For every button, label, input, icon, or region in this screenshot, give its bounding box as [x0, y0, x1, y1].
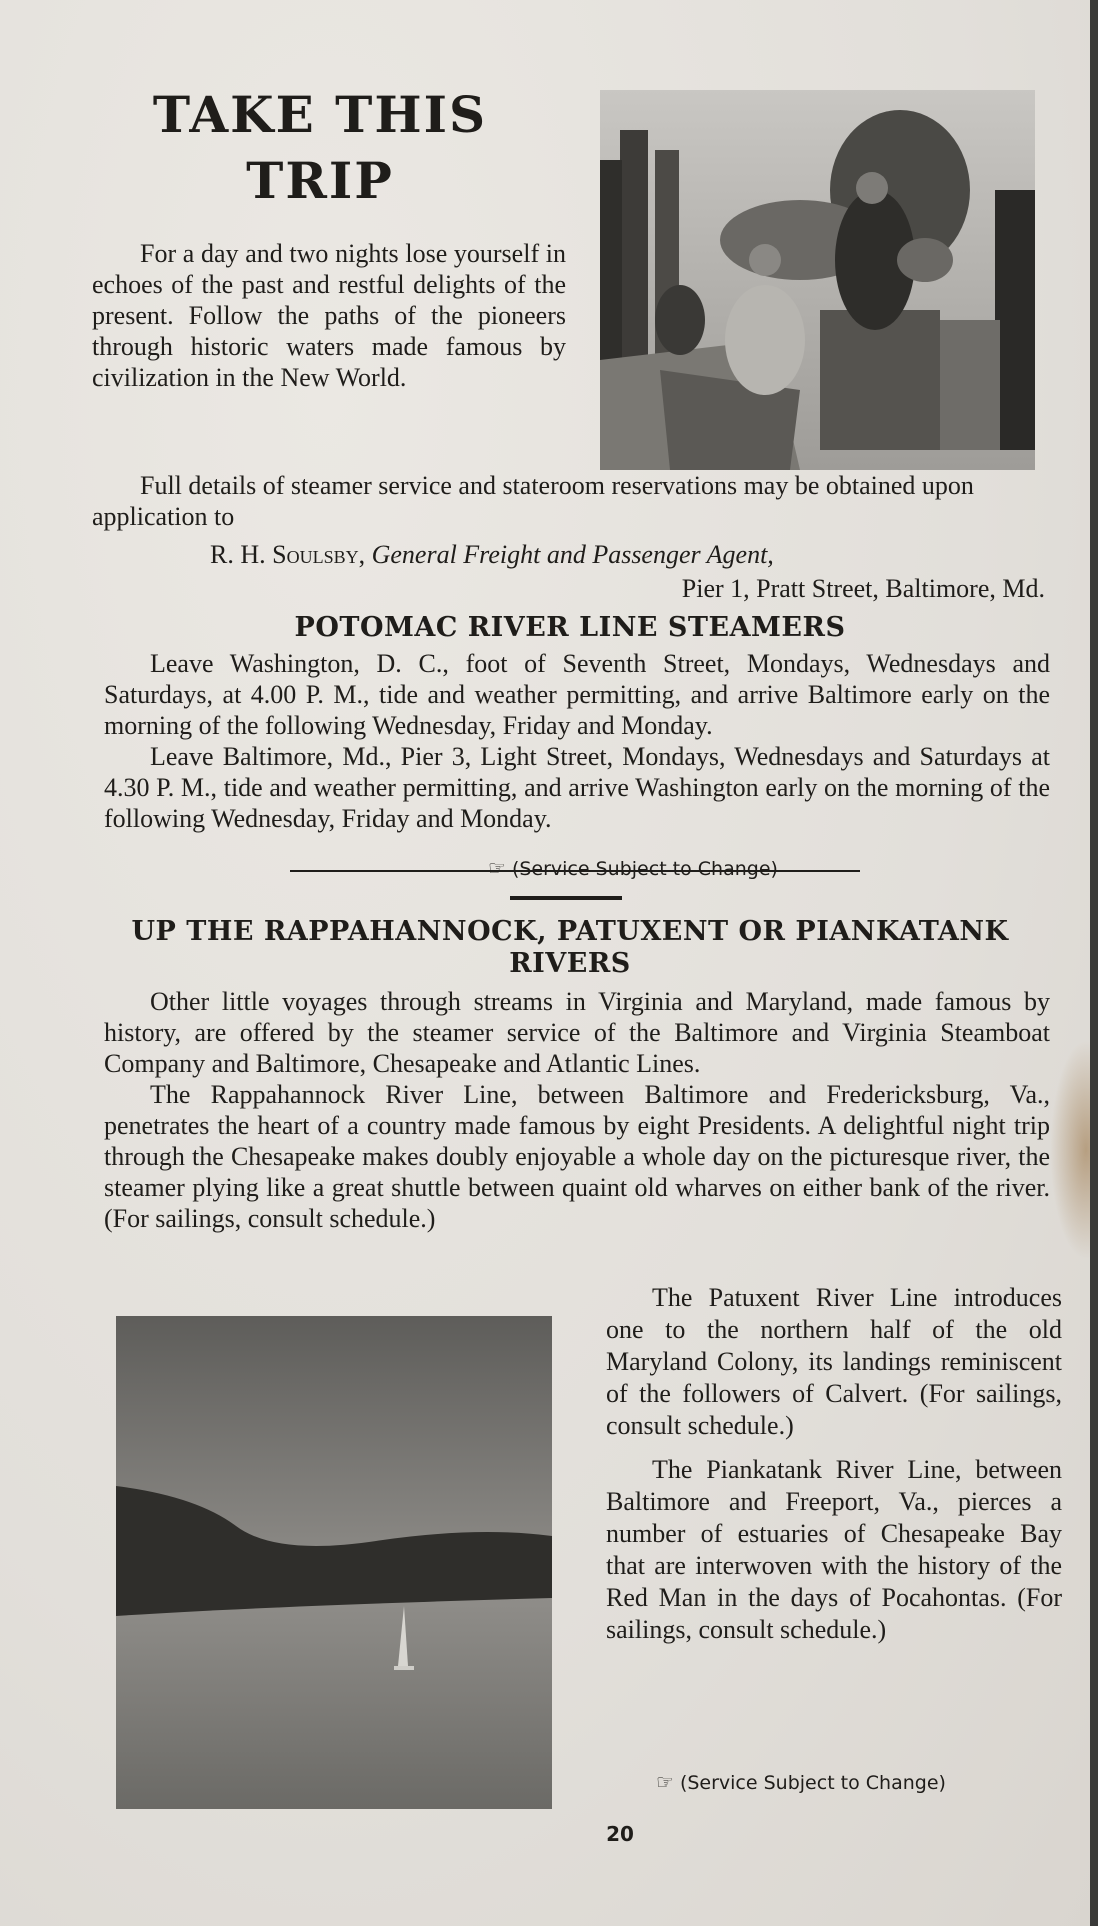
- agent-name: R. H. Soulsby,: [210, 540, 366, 569]
- agent-title: General Freight and Passenger Agent,: [371, 540, 774, 569]
- rivers-heading-line-1: UP THE RAPPAHANNOCK, PATUXENT OR PIANKATANK: [131, 916, 1009, 947]
- rivers-section: [104, 986, 1050, 1234]
- potomac-section: [104, 648, 1050, 834]
- rivers-para-1: Other little voyages through streams in Virginia and Maryland, made famous by history, are offered by the steamer service of the Baltimore and Virginia Steamboat Company and Baltimore, Chesapeake and Atlantic Lines.: [104, 987, 1050, 1078]
- section-rule-thick: [510, 896, 622, 900]
- page-title: [100, 82, 540, 214]
- rivers-heading-line-2: RIVERS: [509, 948, 631, 979]
- rivers-para-2: The Rappahannock River Line, between Baltimore and Fredericksburg, Va., penetrates the heart of a country made famous by eight Presidents. A delightful night trip through the Chesapeake makes doubly enjoyable a whole day on the picturesque river, the steamer plying like a great shuttle between quaint old wharves on either bank of the river. (For sailings, consult schedule.): [104, 1080, 1050, 1233]
- agent-contact: [210, 538, 1050, 606]
- potomac-para-2: Leave Baltimore, Md., Pier 3, Light Street, Mondays, Wednesdays and Saturdays at 4.30 P. M., tide and weather permitting, and arrive Washington early on the morning of the following Wednesday, Friday and Monday.: [104, 742, 1050, 833]
- potomac-para-1: Leave Washington, D. C., foot of Seventh Street, Mondays, Wednesdays and Saturdays, at 4.00 P. M., tide and weather permitting, and arrive Baltimore early on the morning of the following Wednesday, Friday and Monday.: [104, 649, 1050, 740]
- details-paragraph: [92, 470, 1032, 532]
- page-number: 20: [606, 1822, 634, 1846]
- right-column: [606, 1282, 1062, 1658]
- title-line-2: TRIP: [246, 151, 394, 210]
- rivers-heading: [90, 916, 1050, 980]
- rivers-service-text: (Service Subject to Change): [679, 1772, 946, 1794]
- rivers-service-note: [656, 1770, 1056, 1794]
- patuxent-para: The Patuxent River Line introduces one to the northern half of the old Maryland Colony, its landings reminiscent of the followers of Calvert. (For sailings, consult schedule.): [606, 1283, 1062, 1440]
- potomac-heading: POTOMAC RIVER LINE STEAMERS: [294, 612, 846, 643]
- page-stain: [1050, 1040, 1090, 1260]
- dock-photo: [600, 90, 1035, 470]
- title-line-1: TAKE THIS: [152, 85, 488, 144]
- agent-address: Pier 1, Pratt Street, Baltimore, Md.: [681, 574, 1045, 603]
- intro-paragraph: [92, 238, 566, 393]
- piankatank-para: The Piankatank River Line, between Baltimore and Freeport, Va., pierces a number of estuaries of Chesapeake Bay that are interwoven with the history of the Red Man in the days of Pocahontas. (For sailings, consult schedule.): [606, 1455, 1062, 1644]
- pointing-hand-icon: ☞: [488, 856, 506, 880]
- potomac-service-note: [488, 856, 778, 880]
- details-text: Full details of steamer service and stateroom reservations may be obtained upon application to: [92, 471, 974, 531]
- intro-text: For a day and two nights lose yourself in echoes of the past and restful delights of the present. Follow the paths of the pioneers through historic waters made famous by civilization in the New World.: [92, 239, 566, 392]
- river-photo: [116, 1316, 552, 1809]
- pointing-hand-icon: ☞: [656, 1770, 674, 1794]
- potomac-service-text: (Service Subject to Change): [511, 858, 778, 880]
